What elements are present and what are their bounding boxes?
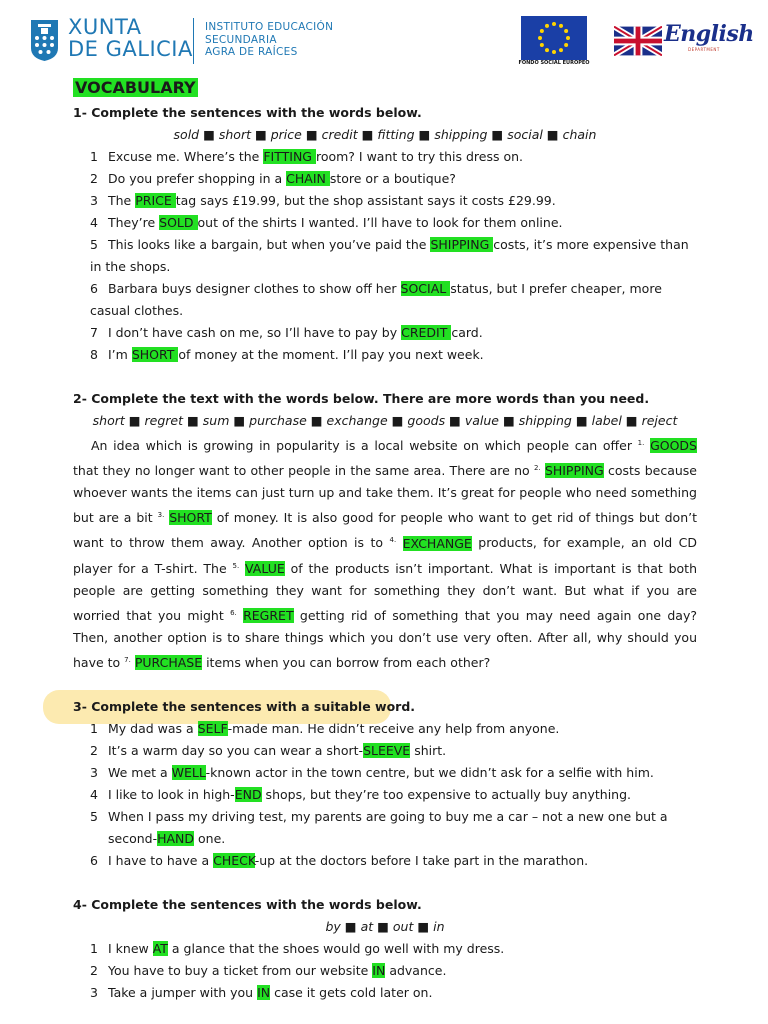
- item-number: 8: [90, 347, 98, 362]
- text-run: getting rid of something that you may need again one day? Then, another option is to share things which you don’t use very often. After all, why should you have to: [73, 607, 697, 671]
- exercise-1-item: [73, 322, 697, 344]
- answer-highlight: SOCIAL: [400, 281, 451, 296]
- item-text: Barbara buys designer clothes to show off her: [108, 281, 401, 296]
- item-number: 1: [90, 941, 98, 957]
- item-text: I’m: [108, 347, 132, 362]
- answer-highlight: SELF: [197, 721, 228, 737]
- item-text: I like to look in high-: [108, 787, 235, 803]
- xunta-line: XUNTA: [68, 15, 142, 39]
- item-text: status, but I prefer cheaper, more: [450, 281, 662, 296]
- text-run: An idea which is growing in popularity is a local website on which people can offer: [91, 438, 638, 454]
- answer-highlight: CHECK: [213, 853, 255, 869]
- item-number: 3: [90, 193, 98, 208]
- exercise-3-item: [73, 762, 697, 784]
- exercise-1-item: [73, 190, 697, 212]
- item-text: Excuse me. Where’s the: [108, 149, 264, 164]
- answer-highlight: SOLD: [159, 215, 198, 230]
- item-text: Do you prefer shopping in a: [108, 171, 287, 186]
- exercise-1-heading: 1- Complete the sentences with the words below.: [73, 105, 422, 120]
- exercise-2: [73, 388, 697, 674]
- union-jack-flag-icon: [614, 26, 662, 56]
- exercise-3: [73, 696, 697, 872]
- item-text: out of the shirts I wanted. I’ll have to look for them online.: [197, 215, 563, 230]
- item-text: shirt.: [410, 743, 447, 759]
- item-text: room? I want to try this dress on.: [315, 149, 523, 164]
- exercise-3-item-continuation: [73, 828, 697, 850]
- eu-flag-logo: [521, 16, 587, 60]
- item-number: 3: [90, 765, 98, 781]
- exercise-4-heading: 4- Complete the sentences with the words below.: [73, 897, 422, 913]
- text-run: of the products isn’t important. What is important is that both people are getting something they want for something they don’t want. But what if you are worried that you might: [73, 560, 697, 623]
- exercise-1-item: [73, 234, 697, 256]
- exercise-2-heading: 2- Complete the text with the words below. There are more words than you need.: [73, 391, 650, 406]
- exercise-1: [73, 102, 697, 366]
- section-gap: [73, 674, 697, 696]
- answer-highlight: PURCHASE: [134, 655, 203, 671]
- item-text: My dad was a: [108, 721, 198, 737]
- section-gap: [73, 872, 697, 894]
- eu-star: [566, 36, 570, 40]
- answer-highlight: SHORT: [169, 510, 212, 526]
- eu-star: [552, 50, 556, 54]
- exercise-3-item: [73, 740, 697, 762]
- eu-star: [564, 29, 568, 33]
- exercise-1-item: [73, 146, 697, 168]
- institute-line-3: AGRA DE RAÍCES: [205, 46, 298, 58]
- eu-star: [545, 24, 549, 28]
- exercise-1-list: [73, 146, 697, 366]
- section-gap: [73, 366, 697, 388]
- item-text: a glance that the shoes would go well with my dress.: [167, 941, 505, 957]
- item-text: card.: [451, 325, 483, 340]
- item-text: advance.: [385, 963, 447, 979]
- answer-highlight: END: [234, 787, 262, 803]
- text-run: products, for example, an old CD player for a T-shirt. The: [73, 535, 698, 576]
- exercise-3-heading: 3- Complete the sentences with a suitable word.: [73, 699, 416, 715]
- exercise-1-item: [73, 168, 697, 190]
- item-number: 4: [90, 215, 98, 230]
- answer-highlight: SLEEVE: [363, 743, 411, 759]
- text-run: costs because whoever wants the items can just turn up and take them. It’s great for people who need something but are a bit: [73, 463, 697, 526]
- item-text: The: [108, 193, 136, 208]
- answer-highlight: HAND: [157, 831, 195, 847]
- item-number: 7: [90, 325, 98, 340]
- item-text: -made man. He didn’t receive any help from anyone.: [227, 721, 560, 737]
- gap-number: 1.: [637, 439, 645, 447]
- text-run: items when you can borrow from each other?: [202, 655, 491, 671]
- gap-number: 3.: [157, 511, 165, 520]
- item-text: It’s a warm day so you can wear a short-: [108, 743, 364, 759]
- item-number: 5: [90, 237, 98, 252]
- exercise-2-word-bank: short ■ regret ■ sum ■ purchase ■ exchange ■ goods ■ value ■ shipping ■ label ■ reject: [92, 413, 678, 428]
- answer-highlight: PRICE: [135, 193, 176, 208]
- item-number: 2: [90, 963, 98, 979]
- item-text: Take a jumper with you: [108, 985, 258, 1001]
- exercise-2-text: [73, 432, 697, 674]
- eu-star: [559, 48, 563, 52]
- exercise-4: [73, 894, 697, 1004]
- item-number: 5: [90, 809, 98, 825]
- item-text: store or a boutique?: [329, 171, 456, 186]
- item-number: 6: [90, 281, 98, 296]
- item-text: I knew: [108, 941, 153, 957]
- answer-highlight: GOODS: [650, 438, 697, 454]
- exercise-3-item: [73, 718, 697, 740]
- answer-highlight: EXCHANGE: [402, 535, 472, 551]
- eu-star: [545, 48, 549, 52]
- answer-highlight: SHIPPING: [430, 237, 494, 252]
- answer-highlight: CREDIT: [401, 325, 452, 340]
- answer-highlight: WELL: [171, 765, 206, 781]
- item-text: case it gets cold later on.: [270, 985, 433, 1001]
- item-number: 2: [90, 171, 98, 186]
- english-department-logo: English: [664, 21, 754, 47]
- answer-highlight: SHIPPING: [544, 463, 604, 479]
- page-header: [0, 0, 768, 76]
- item-text: I have to have a: [108, 853, 214, 869]
- gap-number: 7.: [124, 655, 131, 664]
- exercise-3-item: [73, 850, 697, 872]
- item-text: When I pass my driving test, my parents are going to buy me a car – not a new one but a: [108, 809, 668, 825]
- item-text: tag says £19.99, but the shop assistant says it costs £29.99.: [175, 193, 556, 208]
- item-text: of money at the moment. I’ll pay you next week.: [178, 347, 484, 362]
- exercise-1-item-continuation: casual clothes.: [90, 303, 184, 318]
- exercise-1-item: [73, 344, 697, 366]
- answer-highlight: FITTING: [263, 149, 316, 164]
- answer-highlight: SHORT: [131, 347, 179, 362]
- answer-highlight: IN: [372, 963, 386, 979]
- eu-caption: FONDO SOCIAL EUROPEO: [518, 60, 590, 66]
- gap-number: 4.: [389, 536, 397, 545]
- gap-number: 5.: [232, 561, 240, 570]
- institute-name: [205, 21, 333, 59]
- answer-highlight: VALUE: [245, 560, 285, 576]
- item-number: 2: [90, 743, 98, 759]
- item-text: This looks like a bargain, but when you’ve paid the: [108, 237, 431, 252]
- xunta-coat-of-arms-logo: [29, 18, 60, 62]
- worksheet-title: VOCABULARY: [75, 78, 196, 97]
- item-text: -known actor in the town centre, but we didn’t ask for a selfie with him.: [205, 765, 654, 781]
- item-text: second-: [108, 831, 158, 847]
- xunta-de-galicia-wordmark: [68, 16, 193, 60]
- text-run: that they no longer want to other people in the same area. There are no: [73, 463, 534, 479]
- institute-line-1: INSTITUTO EDUCACIÓN: [205, 21, 334, 33]
- de-galicia-line: DE GALICIA: [68, 37, 193, 61]
- exercise-3-heading-row: [73, 696, 697, 718]
- answer-highlight: IN: [257, 985, 271, 1001]
- gap-number: 2.: [533, 464, 541, 473]
- eu-star: [540, 43, 544, 47]
- item-text: We met a: [108, 765, 172, 781]
- exercise-4-item: [73, 938, 697, 960]
- exercise-1-word-bank: sold ■ short ■ price ■ credit ■ fitting ■ shipping ■ social ■ chain: [173, 127, 597, 142]
- item-text: one.: [194, 831, 226, 847]
- item-number: 1: [90, 721, 98, 737]
- exercise-3-item: [73, 806, 697, 828]
- english-department-caption: DEPARTMENT: [688, 47, 720, 52]
- exercise-4-item: [73, 982, 697, 1004]
- institute-line-2: SECUNDARIA: [205, 33, 277, 46]
- eu-star: [540, 29, 544, 33]
- item-text: costs, it’s more expensive than: [493, 237, 689, 252]
- answer-highlight: AT: [152, 941, 168, 957]
- exercise-1-item: [73, 212, 697, 234]
- answer-highlight: CHAIN: [286, 171, 330, 186]
- exercise-4-word-bank: by ■ at ■ out ■ in: [325, 919, 445, 935]
- item-number: 4: [90, 787, 98, 803]
- text-run: of money. It is also good for people who want to get rid of things but don’t want to throw them away. Another option is to: [73, 510, 697, 551]
- exercise-4-item: [73, 960, 697, 982]
- gap-number: 6.: [230, 608, 237, 617]
- item-text: They’re: [108, 215, 160, 230]
- item-text: -up at the doctors before I take part in the marathon.: [254, 853, 589, 869]
- eu-star: [552, 22, 556, 26]
- header-divider: [193, 18, 194, 64]
- eu-star: [538, 36, 542, 40]
- eu-star: [559, 24, 563, 28]
- eu-star: [564, 43, 568, 47]
- item-number: 6: [90, 853, 98, 869]
- item-text: shops, but they’re too expensive to actually buy anything.: [261, 787, 631, 803]
- exercise-1-item-continuation: in the shops.: [90, 259, 171, 274]
- item-text: I don’t have cash on me, so I’ll have to pay by: [108, 325, 402, 340]
- worksheet-content: [73, 78, 697, 1004]
- answer-highlight: REGRET: [243, 607, 294, 623]
- exercise-3-item: [73, 784, 697, 806]
- item-number: 3: [90, 985, 98, 1001]
- item-number: 1: [90, 149, 98, 164]
- exercise-1-item: [73, 278, 697, 300]
- item-text: You have to buy a ticket from our website: [108, 963, 373, 979]
